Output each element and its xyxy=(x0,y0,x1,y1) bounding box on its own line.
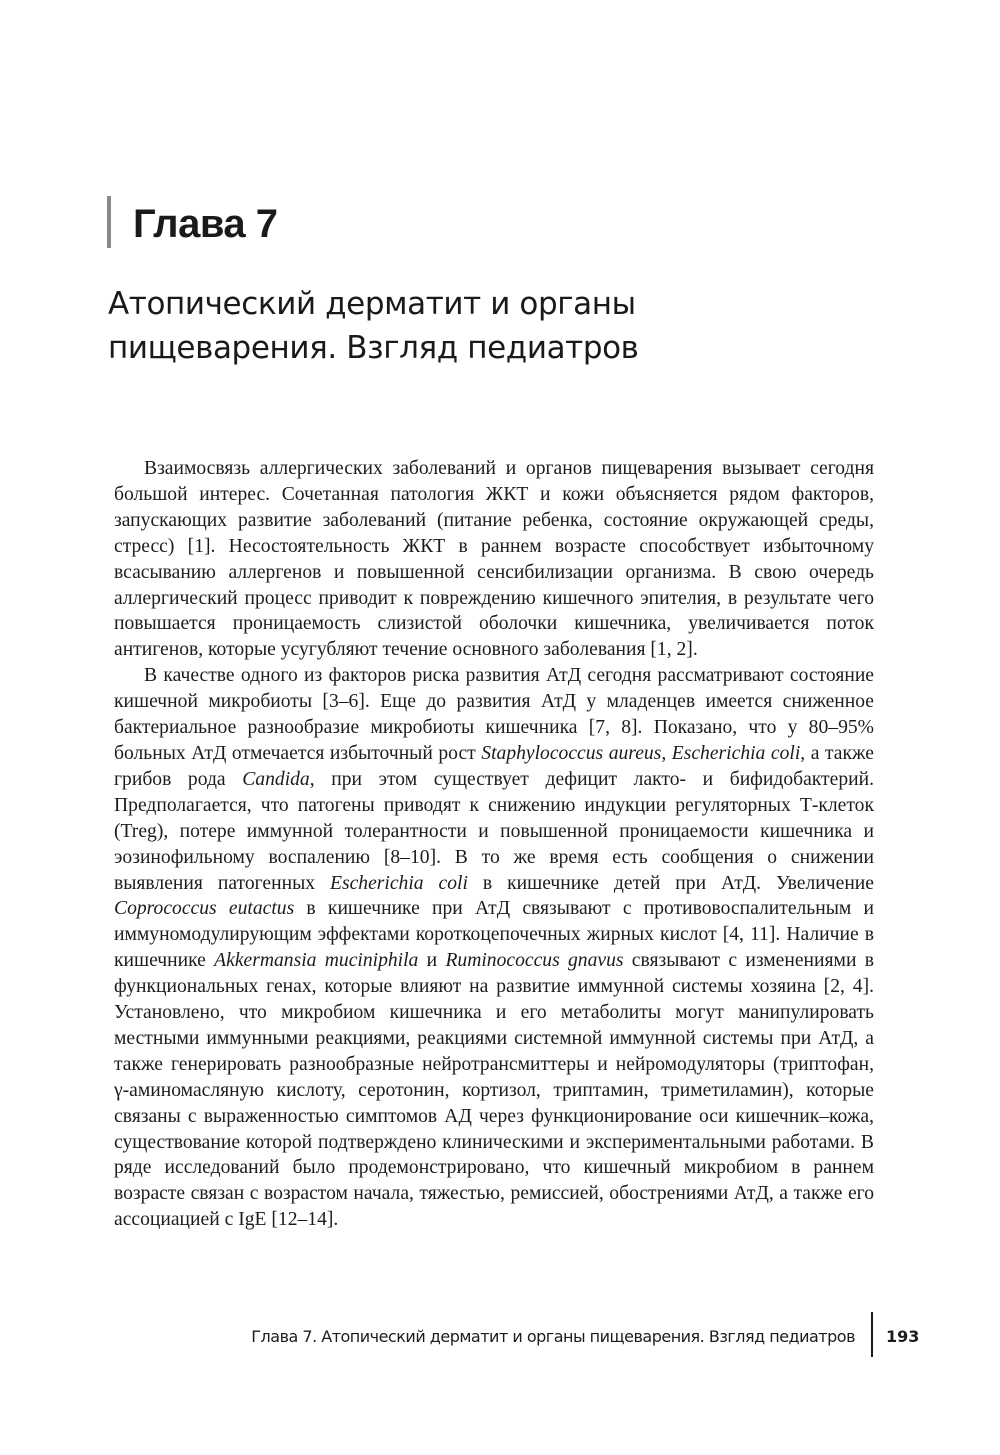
body-text xyxy=(114,456,874,1233)
species-name: Coprococcus eutactus xyxy=(114,898,295,920)
text-run: и xyxy=(418,950,446,972)
species-name: Staphylococcus aureus, Escherichia coli xyxy=(481,742,801,764)
text-run: связывают с изменениями в функциональных генах, которые влияют на развитие иммунной системы хозяина [2, 4]. Установлено, что микробиом кишечника и его метаболиты могут манипулировать местными иммунными реакциями, реакциями системной иммунной системы при АтД, а также генерировать разнообразные нейротрансмиттеры и нейромодуляторы (триптофан, γ-аминомасляную кислоту, серотонин, кортизол, триптамин, триметиламин), которые связаны с выраженностью симптомов АД через функционирование оси кишечник–кожа, существование которой подтверждено клиническими и экспериментальными работами. В ряде исследований было продемонстрировано, что кишечный микробиом в раннем возрасте связан с возрастом начала, тяжестью, ремиссией, обострениями АтД, а также его ассоциацией с IgE [12–14]. xyxy=(114,950,874,1231)
chapter-title: Атопический дерматит и органы пищеварения. Взгляд педиатров xyxy=(108,286,639,366)
species-name: Candida xyxy=(242,768,310,790)
text-run: , а также грибов рода xyxy=(114,742,874,790)
chapter-accent-bar xyxy=(107,196,111,248)
species-name: Akkermansia muciniphila xyxy=(214,950,419,972)
paragraph-2 xyxy=(114,663,874,1233)
text-run: Взаимосвязь аллергических заболеваний и органов пищеварения вызывает сегодня большой интерес. Сочетанная патология ЖКТ и кожи объясняется рядом факторов, запускающих развитие заболеваний (питание ребенка, состояние окружающей среды, стресс) [1]. Несостоятельность ЖКТ в раннем возрасте способствует избыточному всасыванию аллергенов и повышенной сенсибилизации организма. В свою очередь аллергический процесс приводит к повреждению кишечного эпителия, в результате чего повышается проницаемость слизистой оболочки кишечника, увеличивается поток антигенов, которые усугубляют течение основного заболевания [1, 2]. xyxy=(114,458,874,661)
species-name: Escherichia coli xyxy=(330,872,468,894)
text-run: В качестве одного из факторов риска развития АтД сегодня рассматривают состояние кишечной микробиоты [3–6]. Еще до развития АтД у младенцев имеется сниженное бактериальное разнообразие микробиоты кишечника [7, 8]. Показано, что у 80–95% больных АтД отмечается избыточный рост xyxy=(114,665,874,764)
paragraph-1 xyxy=(114,456,874,663)
footer-divider xyxy=(871,1312,873,1357)
running-footer-title: Глава 7. Атопический дерматит и органы пищеварения. Взгляд педиатров xyxy=(251,1327,855,1346)
page-number: 193 xyxy=(886,1327,920,1346)
chapter-heading: Глава 7 xyxy=(133,202,278,246)
text-run: в кишечнике детей при АтД. Увеличение xyxy=(467,872,874,894)
species-name: Ruminococcus gnavus xyxy=(445,950,624,972)
text-run: , при этом существует дефицит лакто- и бифидобактерий. Предполагается, что патогены приводят к снижению индукции регуляторных Т-клеток (Treg), потере иммунной толерантности и повышенной проницаемости кишечника и эозинофильному воспалению [8–10]. В то же время есть сообщения о снижении выявления патогенных xyxy=(114,768,874,894)
text-run: в кишечнике при АтД связывают с противовоспалительным и иммуномодулирующим эффектами короткоцепочечных жирных кислот [4, 11]. Наличие в кишечнике xyxy=(114,898,874,972)
